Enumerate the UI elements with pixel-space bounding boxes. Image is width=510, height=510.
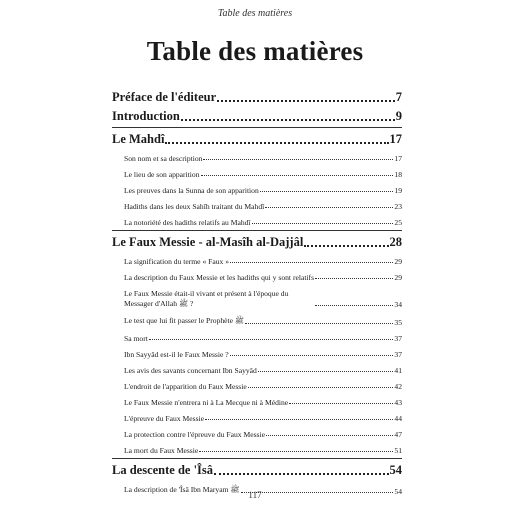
toc-subentry-label: L'endroit de l'apparition du Faux Messie <box>124 382 247 391</box>
toc-entry-introduction[interactable] <box>112 109 402 124</box>
dot-leader <box>248 387 394 388</box>
toc-subentry-label: La description du Faux Messie et les hadiths qui y sont relatifs <box>124 273 315 282</box>
dot-leader <box>304 245 388 247</box>
toc-entry-label: Le Mahdî <box>112 132 165 146</box>
toc-subentry-page: 37 <box>394 350 402 359</box>
dot-leader <box>252 223 394 224</box>
toc-subentry-label: Son nom et sa description <box>124 154 203 163</box>
toc-subentry-label: Hadiths dans les deux Sahîh traitant du Mahdî <box>124 202 265 211</box>
toc-subentry-page: 37 <box>394 334 402 343</box>
toc-subentry-page: 23 <box>394 202 402 211</box>
toc-entry-page: 28 <box>389 235 402 249</box>
toc-subentry[interactable] <box>112 257 402 266</box>
toc-subentry[interactable] <box>112 154 402 163</box>
dot-leader <box>217 100 395 102</box>
toc-subentry-label: Le Faux Messie n'entrera ni à La Mecque ni à Médine <box>124 398 289 407</box>
page-number: 117 <box>248 490 262 500</box>
toc-subentry-page: 54 <box>394 487 402 496</box>
toc-entry-mahdi[interactable] <box>112 132 402 147</box>
toc-subentry-label: La mort du Faux Messie <box>124 446 199 455</box>
toc-subentry-label: L'épreuve du Faux Messie <box>124 414 205 423</box>
dot-leader <box>230 262 393 263</box>
dot-leader <box>203 159 393 160</box>
page-title: Table des matières <box>146 36 364 66</box>
toc-subentry-page: 34 <box>394 300 402 309</box>
toc-subentry-label: Le lieu de son apparition <box>124 170 200 179</box>
toc-subentry-page: 41 <box>394 366 402 375</box>
toc-subentry-page: 42 <box>394 382 402 391</box>
toc-entry-label: Le Faux Messie - al-Masîh al-Dajjâl <box>112 235 304 249</box>
toc-subentry-label: Ibn Sayyâd est-il le Faux Messie ? <box>124 350 229 359</box>
toc-subentry[interactable] <box>112 170 402 179</box>
toc-subentry-page: 25 <box>394 218 402 227</box>
toc-subentry-label: La signification du terme « Faux » <box>124 257 230 266</box>
dot-leader <box>245 323 393 324</box>
toc-subentry-label: La notoriété des hadiths relatifs au Mahdî <box>124 218 251 227</box>
dot-leader <box>214 473 388 475</box>
dot-leader <box>289 403 393 404</box>
toc-entry-page: 9 <box>395 109 402 123</box>
toc-subentry[interactable] <box>112 350 402 359</box>
toc-subentry[interactable] <box>112 273 402 282</box>
toc-subentry-page: 44 <box>394 414 402 423</box>
dot-leader <box>230 355 394 356</box>
dot-leader <box>315 305 393 306</box>
dot-leader <box>149 339 394 340</box>
dot-leader <box>266 435 393 436</box>
toc-entry-preface[interactable] <box>112 90 402 105</box>
toc-subentry-label: Les avis des savants concernant Ibn Sayyâd <box>124 366 257 375</box>
table-of-contents <box>112 86 402 496</box>
toc-subentry[interactable] <box>112 202 402 211</box>
toc-subentry-label: La description de 'Îsâ Ibn Maryam ﷺ <box>124 485 240 494</box>
toc-subentry-page: 29 <box>394 273 402 282</box>
toc-subentry[interactable] <box>112 316 402 327</box>
toc-subentry-page: 51 <box>394 446 402 455</box>
toc-subentry-page: 19 <box>394 186 402 195</box>
toc-subentry[interactable] <box>112 414 402 423</box>
dot-leader <box>265 207 393 208</box>
toc-subentry-page: 35 <box>394 318 402 327</box>
toc-subentry[interactable] <box>112 218 402 227</box>
divider <box>112 127 402 128</box>
dot-leader <box>165 142 388 144</box>
divider <box>112 230 402 231</box>
divider <box>112 458 402 459</box>
dot-leader <box>260 191 394 192</box>
toc-entry-descente-isa[interactable] <box>112 463 402 478</box>
dot-leader <box>315 278 393 279</box>
toc-entry-page: 54 <box>389 463 402 477</box>
toc-entry-label: Préface de l'éditeur <box>112 90 217 104</box>
running-head: Table des matières <box>217 8 293 19</box>
toc-subentry-label: Le test que lui fit passer le Prophète ﷺ <box>124 316 245 325</box>
toc-subentry[interactable] <box>112 398 402 407</box>
toc-entry-page: 7 <box>395 90 402 104</box>
dot-leader <box>199 451 393 452</box>
toc-subentry[interactable] <box>112 334 402 343</box>
toc-entry-page: 17 <box>389 132 402 146</box>
toc-subentry[interactable] <box>112 186 402 195</box>
toc-subentry-page: 18 <box>394 170 402 179</box>
toc-subentry-label: Les preuves dans la Sunna de son apparition <box>124 186 259 195</box>
toc-subentry[interactable] <box>112 289 402 309</box>
toc-subentry-label: Sa mort <box>124 334 148 343</box>
toc-subentry-page: 43 <box>394 398 402 407</box>
toc-subentry-label: La protection contre l'épreuve du Faux Messie <box>124 430 265 439</box>
toc-subentry-page: 47 <box>394 430 402 439</box>
toc-entry-faux-messie[interactable] <box>112 235 402 250</box>
toc-subentry[interactable] <box>112 382 402 391</box>
dot-leader <box>258 371 394 372</box>
dot-leader <box>181 119 395 121</box>
dot-leader <box>201 175 394 176</box>
toc-subentry[interactable] <box>112 430 402 439</box>
toc-subentry[interactable] <box>112 446 402 455</box>
toc-entry-label: La descente de 'Îsâ <box>112 463 214 477</box>
toc-entry-label: Introduction <box>112 109 180 123</box>
dot-leader <box>205 419 393 420</box>
toc-subentry-label: Le Faux Messie était-il vivant et présent à l'époque du Messager d'Allah ﷺ ? <box>124 289 289 308</box>
toc-subentry-page: 17 <box>394 154 402 163</box>
toc-subentry-page: 29 <box>394 257 402 266</box>
toc-subentry[interactable] <box>112 366 402 375</box>
